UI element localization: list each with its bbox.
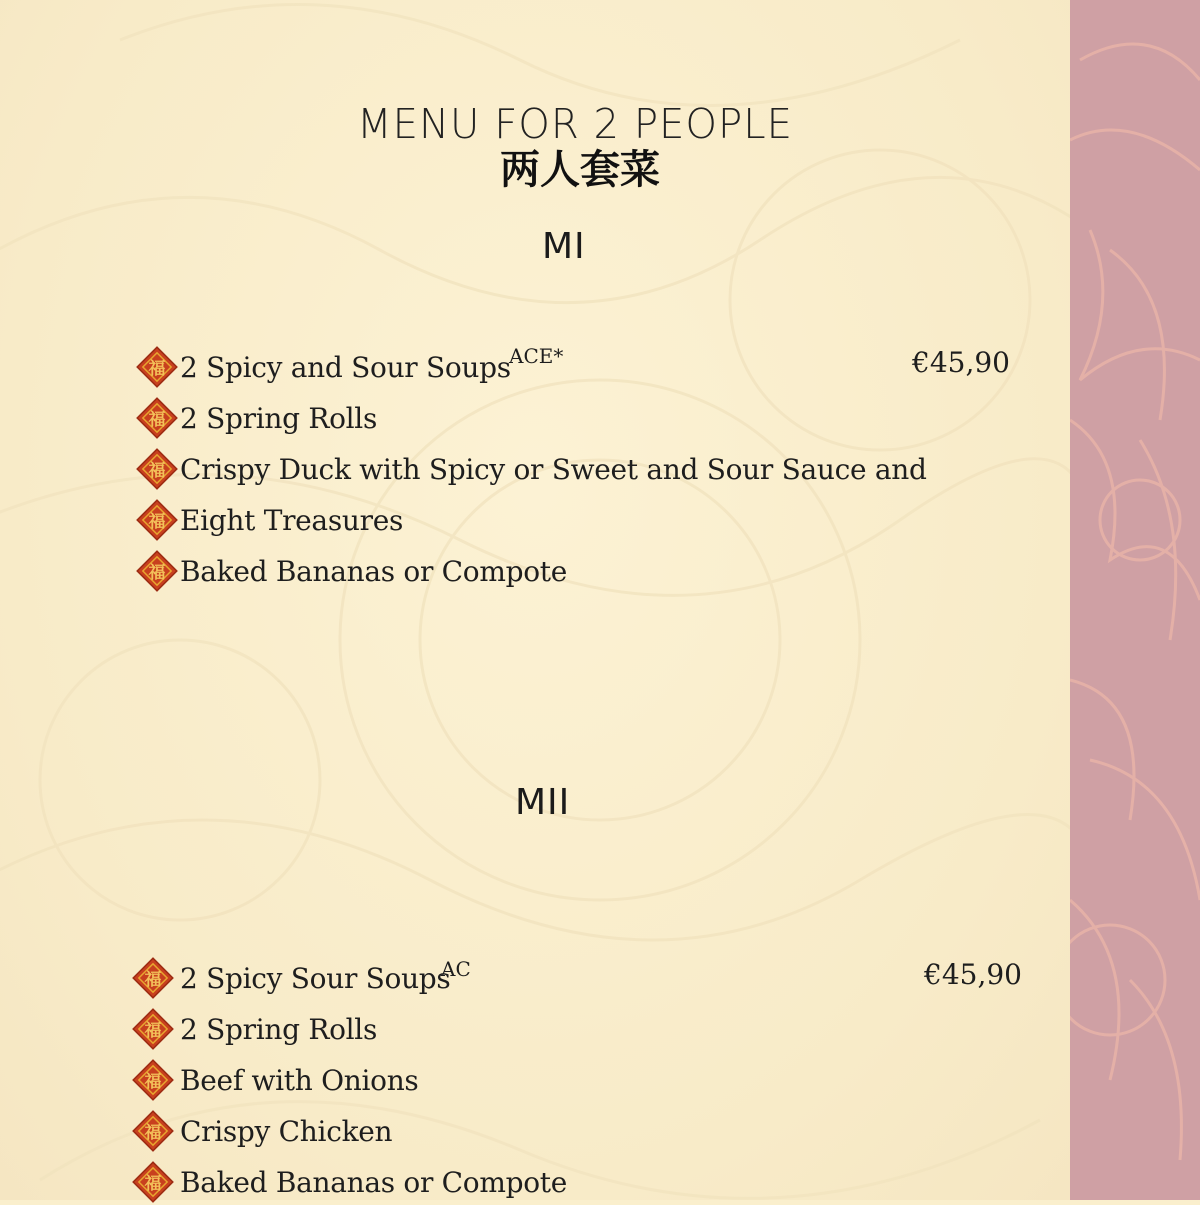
menu-item bbox=[134, 345, 511, 389]
set-label-mii: MII bbox=[515, 782, 571, 823]
menu-item-name: Crispy Duck with Spicy or Sweet and Sour Sauce and bbox=[180, 452, 927, 486]
fu-diamond-icon bbox=[134, 548, 180, 594]
lotus-line-art bbox=[1070, 0, 1200, 1200]
svg-text:福: 福 bbox=[144, 970, 162, 990]
svg-text:福: 福 bbox=[148, 461, 166, 481]
set-label-mi: MI bbox=[542, 226, 586, 267]
menu-item-name: Baked Bananas or Compote bbox=[180, 554, 568, 588]
menu-item bbox=[130, 1007, 377, 1051]
menu-item-name: 2 Spring Rolls bbox=[180, 1012, 378, 1046]
svg-text:福: 福 bbox=[148, 410, 166, 430]
allergen-codes-mi: ACE* bbox=[509, 344, 564, 368]
menu-item bbox=[134, 447, 927, 491]
menu-item bbox=[130, 1109, 392, 1153]
menu-subtitle-chinese: 两人套菜 bbox=[500, 147, 660, 193]
decorative-side-band bbox=[1070, 0, 1200, 1200]
svg-text:福: 福 bbox=[144, 1123, 162, 1143]
svg-text:福: 福 bbox=[148, 563, 166, 583]
set-price-mi: €45,90 bbox=[912, 346, 1010, 379]
fu-diamond-icon bbox=[134, 344, 180, 390]
svg-text:福: 福 bbox=[144, 1021, 162, 1041]
menu-item bbox=[130, 1160, 567, 1204]
menu-item-name: Eight Treasures bbox=[180, 503, 404, 537]
fu-diamond-icon bbox=[130, 1108, 176, 1154]
fu-diamond-icon bbox=[130, 1057, 176, 1103]
menu-title: MENU FOR 2 PEOPLE bbox=[357, 100, 793, 148]
fu-diamond-icon bbox=[130, 955, 176, 1001]
fu-diamond-icon bbox=[134, 497, 180, 543]
fu-diamond-icon bbox=[130, 1006, 176, 1052]
svg-text:福: 福 bbox=[144, 1174, 162, 1194]
menu-item-name: Crispy Chicken bbox=[180, 1114, 393, 1148]
svg-text:福: 福 bbox=[144, 1072, 162, 1092]
menu-item bbox=[134, 549, 567, 593]
svg-text:福: 福 bbox=[148, 359, 166, 379]
fu-diamond-icon bbox=[134, 395, 180, 441]
svg-text:福: 福 bbox=[148, 512, 166, 532]
menu-item bbox=[134, 396, 377, 440]
menu-item-name: 2 Spicy Sour Soups bbox=[180, 961, 451, 995]
menu-item bbox=[130, 956, 451, 1000]
allergen-codes-mii: AC bbox=[441, 957, 471, 981]
menu-item-name: 2 Spring Rolls bbox=[180, 401, 378, 435]
fu-diamond-icon bbox=[130, 1159, 176, 1205]
menu-item bbox=[134, 498, 403, 542]
menu-item bbox=[130, 1058, 419, 1102]
menu-item-name: 2 Spicy and Sour Soups bbox=[180, 350, 511, 384]
fu-diamond-icon bbox=[134, 446, 180, 492]
menu-item-name: Baked Bananas or Compote bbox=[180, 1165, 568, 1199]
set-price-mii: €45,90 bbox=[924, 958, 1022, 991]
menu-item-name: Beef with Onions bbox=[180, 1063, 419, 1097]
